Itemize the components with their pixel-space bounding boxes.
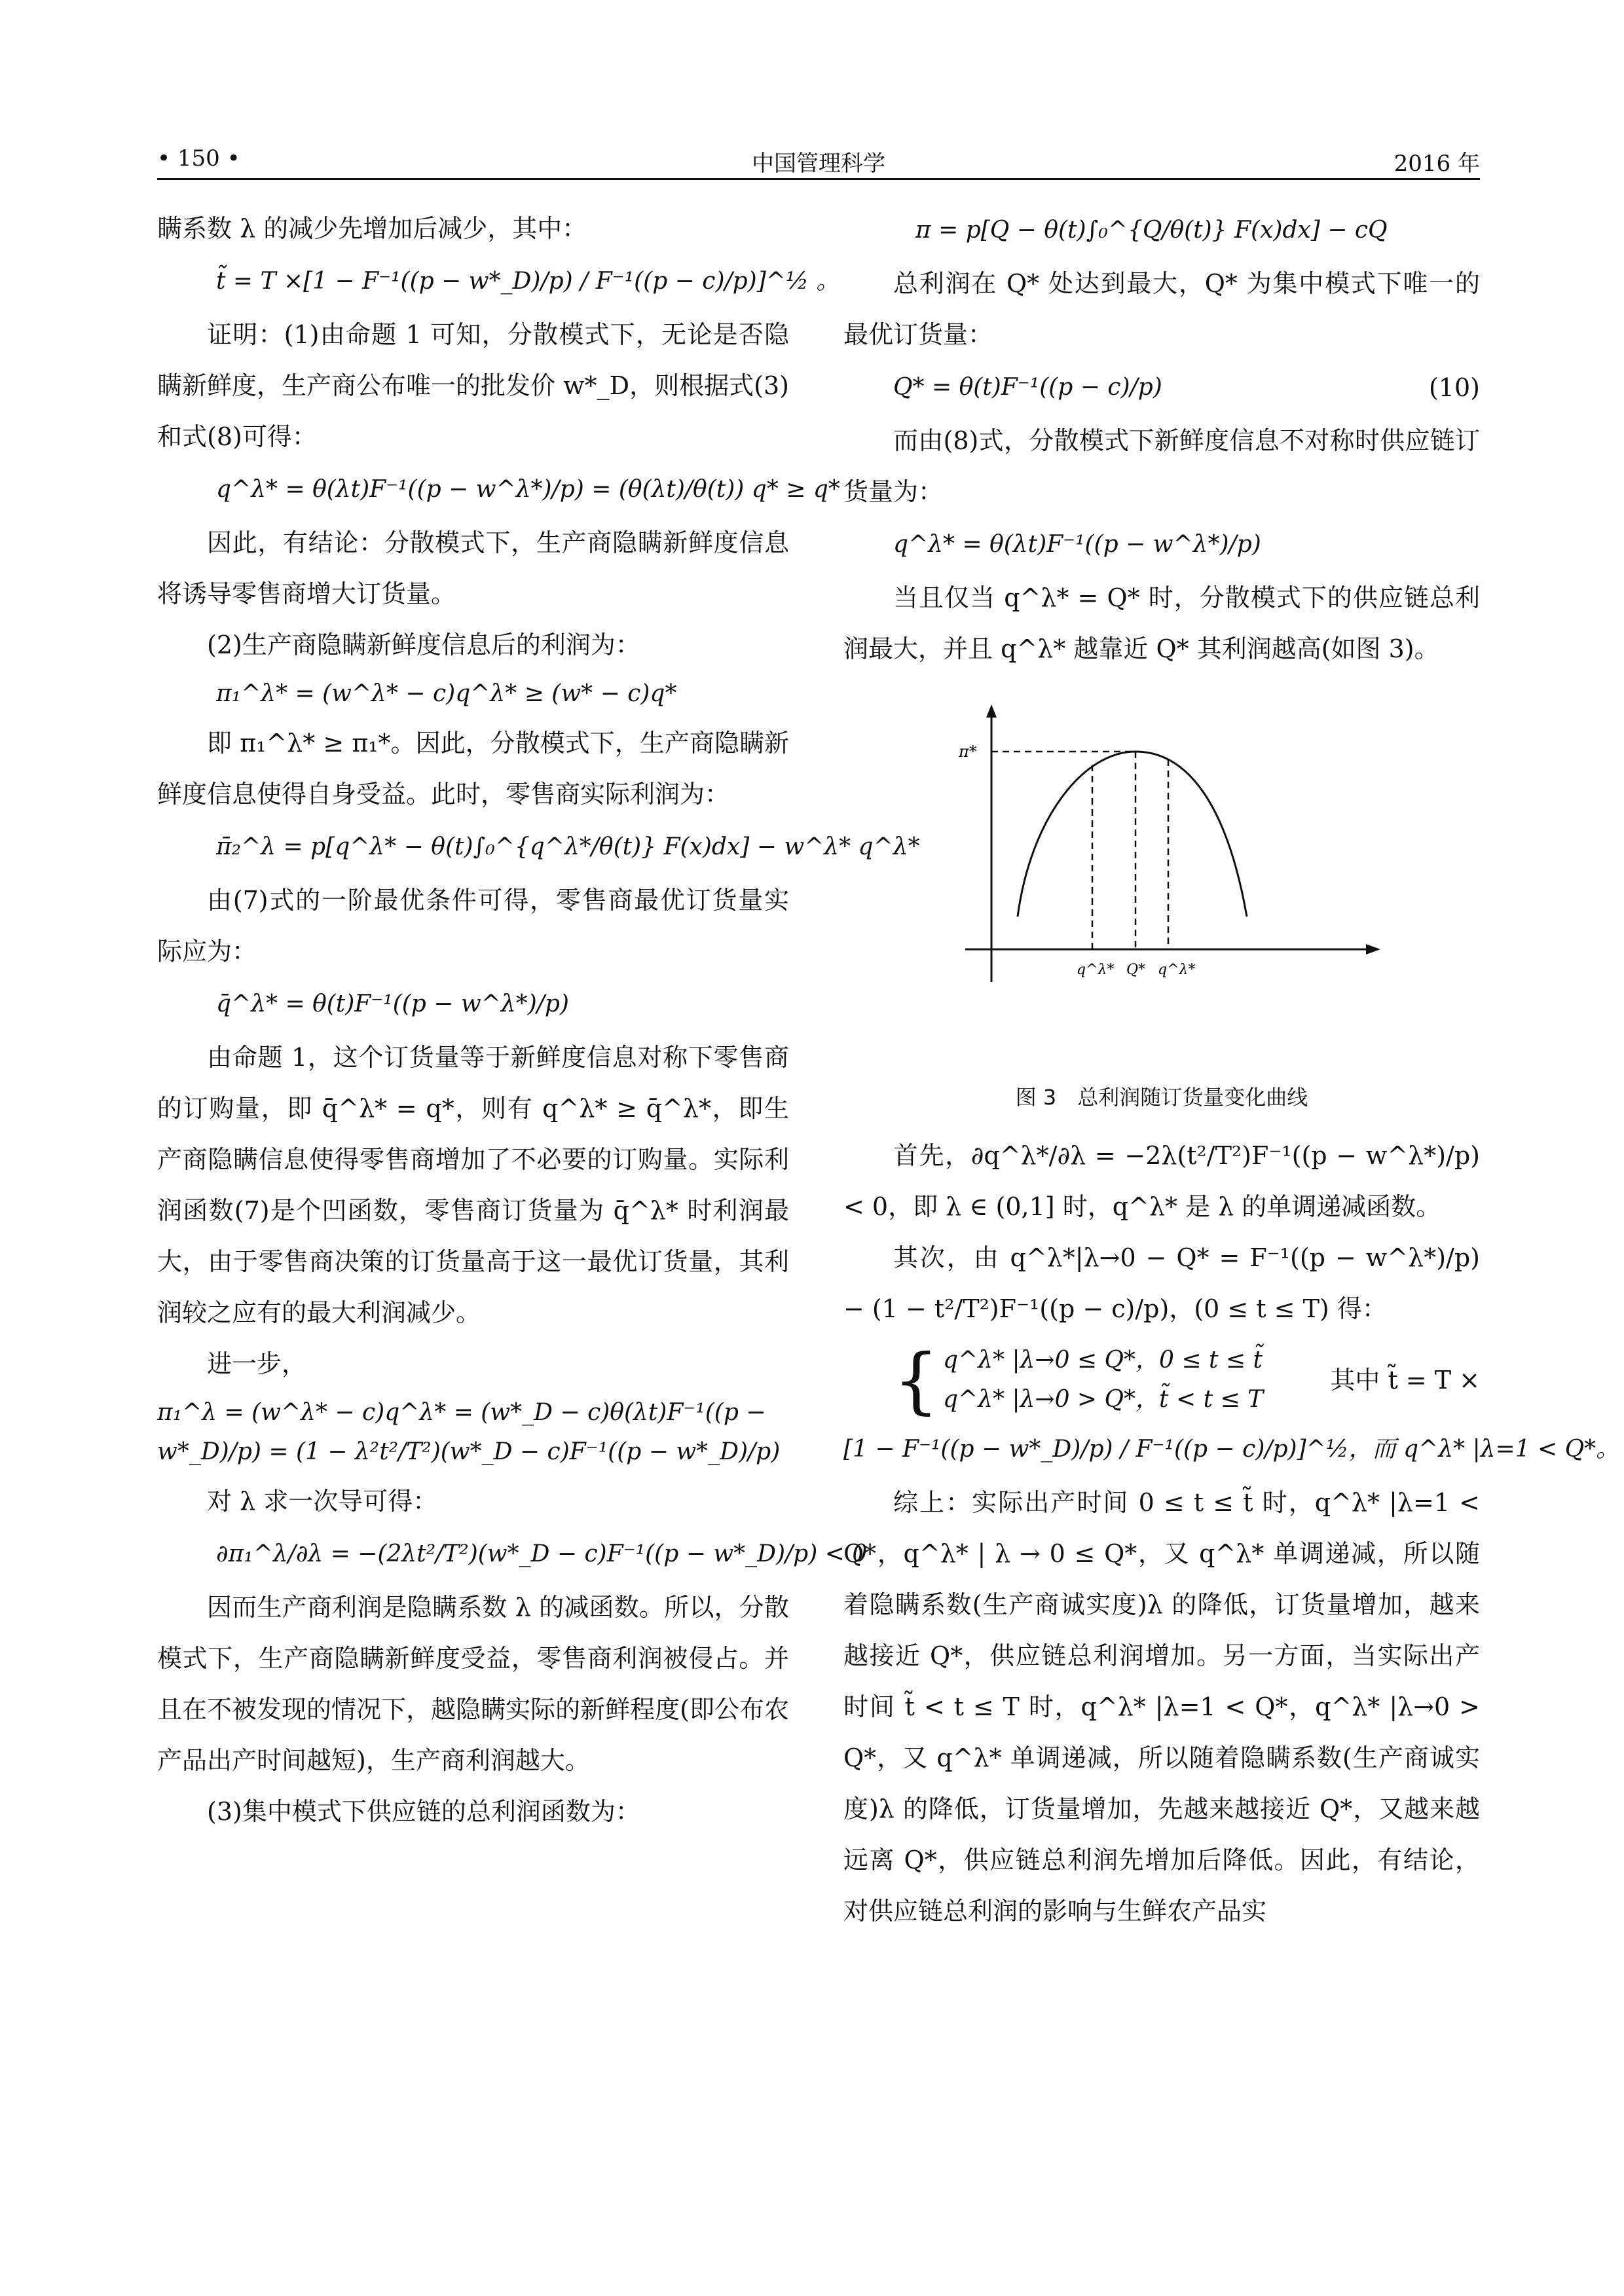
- paragraph: 首先，∂q^λ*/∂λ = −2λ(t²/T²)F⁻¹((p − w^λ*)/p) < 0，即 λ ∈ (0,1] 时，q^λ* 是 λ 的单调递减函数。: [843, 1141, 1480, 1221]
- paragraph: 而由(8)式，分散模式下新鲜度信息不对称时供应链订货量为：: [843, 426, 1480, 506]
- page-number: • 150 •: [157, 145, 240, 172]
- paragraph: 其中 t̃ = T ×: [1330, 1366, 1480, 1394]
- paragraph: 综上：实际出产时间 0 ≤ t ≤ t̃ 时，q^λ* |λ=1 < Q*，q^λ* | λ → 0 ≤ Q*，又 q^λ* 单调递减，所以随着隐瞒系数(生产商诚实度)λ 的降低，订货量增加，越来越接近 Q*，供应链总利润增加。另一方面，当实际出产时间 t̃ < t ≤ T 时，q^λ* |λ=1 < Q*，q^λ* |λ→0 > Q*，又 q^λ* 单调递减，所以随着隐瞒系数(生产商诚实度)λ 的降低，订货量增加，先越来越接近 Q*，又越来越远离 Q*，供应链总利润先增加后降低。因此，有结论，对供应链总利润的影响与生鲜农产品实: [843, 1488, 1480, 1925]
- paragraph: 其次，由 q^λ*|λ→0 − Q* = F⁻¹((p − w^λ*)/p) − (1 − t²/T²)F⁻¹((p − c)/p)，(0 ≤ t ≤ T) 得：: [843, 1243, 1480, 1323]
- paragraph: 总利润在 Q* 处达到最大，Q* 为集中模式下唯一的最优订货量：: [843, 269, 1480, 349]
- paragraph: 由命题 1，这个订货量等于新鲜度信息对称下零售商的订购量，即 q̄^λ* = q*，则有 q^λ* ≥ q̄^λ*，即生产商隐瞒信息使得零售商增加了不必要的订购量。实际利润函数(7)是个凹函数，零售商订货量为 q̄^λ* 时利润最大，由于零售商决策的订货量高于这一最优订货量，其利润较之应有的最大利润减少。: [157, 1043, 789, 1327]
- equation: q^λ* |λ→0 ≤ Q*，0 ≤ t ≤ t̃: [943, 1347, 1263, 1374]
- equation: q̄^λ* = θ(t)F⁻¹((p − w^λ*)/p): [216, 991, 569, 1017]
- brace: {: [893, 1338, 939, 1422]
- equation-row: [843, 360, 1480, 415]
- paragraph: 因而生产商利润是隐瞒系数 λ 的减函数。所以，分散模式下，生产商隐瞒新鲜度受益，零售商利润被侵占。并且在不被发现的情况下，越隐瞒实际的新鲜程度(即公布农产品出产时间越短)，生产商利润越大。: [157, 1593, 789, 1775]
- paragraph: 瞒系数 λ 的减少先增加后减少，其中：: [157, 214, 587, 243]
- paragraph: 对 λ 求一次导可得：: [207, 1487, 438, 1516]
- paragraph: 由(7)式的一阶最优条件可得，零售商最优订货量实际应为：: [157, 886, 789, 966]
- piecewise-system: [843, 1338, 1264, 1422]
- equation: [1 − F⁻¹((p − w*_D)/p) / F⁻¹((p − c)/p)]^½，而 q^λ* |λ=1 < Q*。: [843, 1436, 1620, 1463]
- paragraph: (2)生产商隐瞒新鲜度信息后的利润为：: [207, 630, 640, 659]
- page-header: [157, 145, 1480, 179]
- left-column: [157, 203, 920, 1837]
- figure-3: [843, 701, 1480, 1074]
- equation: q^λ* = θ(λt)F⁻¹((p − w^λ*)/p) = (θ(λt)/θ(t)) q* ≥ q*: [216, 476, 840, 503]
- piecewise-cases: [943, 1341, 1263, 1419]
- right-column: [843, 203, 1620, 1937]
- profit-curve: [1018, 752, 1247, 917]
- y-axis-arrow: [986, 704, 997, 718]
- equation: q^λ* |λ→0 > Q*，t̃ < t ≤ T: [943, 1386, 1264, 1413]
- equation: π₁^λ* = (w^λ* − c)q^λ* ≥ (w* − c)q*: [216, 680, 677, 707]
- equation: π̄₂^λ = p[q^λ* − θ(t)∫₀^{q^λ*/θ(t)} F(x)dx] − w^λ* q^λ*: [216, 833, 920, 860]
- equation: ∂π₁^λ/∂λ = −(2λt²/T²)(w*_D − c)F⁻¹((p − w*_D)/p) < 0: [216, 1540, 868, 1567]
- paragraph: 证明：(1)由命题 1 可知，分散模式下，无论是否隐瞒新鲜度，生产商公布唯一的批发价 w*_D，则根据式(3)和式(8)可得：: [157, 320, 789, 451]
- x-axis-arrow: [1366, 944, 1380, 955]
- figure-caption: 图 3 总利润随订货量变化曲线: [1015, 1085, 1308, 1110]
- journal-title: 中国管理科学: [752, 151, 885, 177]
- profit-curve-figure: [939, 701, 1384, 1002]
- equation-number: (10): [1428, 373, 1480, 402]
- equation: π = p[Q − θ(t)∫₀^{Q/θ(t)} F(x)dx] − cQ: [915, 217, 1388, 244]
- equation: q^λ* = θ(λt)F⁻¹((p − w^λ*)/p): [893, 531, 1261, 558]
- paragraph: (3)集中模式下供应链的总利润函数为：: [207, 1797, 640, 1826]
- journal-year: 2016 年: [1393, 151, 1480, 177]
- header-rule: [157, 178, 1480, 180]
- paragraph: 进一步，: [207, 1349, 307, 1378]
- paragraph: 因此，有结论：分散模式下，生产商隐瞒新鲜度信息将诱导零售商增大订货量。: [157, 528, 789, 608]
- paragraph: 即 π₁^λ* ≥ π₁*。因此，分散模式下，生产商隐瞒新鲜度信息使得自身受益。此时，零售商实际利润为：: [157, 729, 789, 809]
- x-tick-label: Q*: [1126, 962, 1146, 978]
- paragraph: 当且仅当 q^λ* = Q* 时，分散模式下的供应链总利润最大，并且 q^λ* 越靠近 Q* 其利润越高(如图 3)。: [843, 583, 1480, 663]
- equation-row: [843, 1338, 1480, 1422]
- x-tick-label: q^λ*: [1077, 962, 1115, 978]
- y-tick-label: π*: [959, 742, 977, 761]
- equation: Q* = θ(t)F⁻¹((p − c)/p): [893, 374, 1162, 401]
- equation: π₁^λ = (w^λ* − c)q^λ* = (w*_D − c)θ(λt)F⁻¹((p − w*_D)/p) = (1 − λ²t²/T²)(w*_D − c)F⁻¹((p − w*_D)/p): [157, 1399, 781, 1465]
- x-tick-label: q^λ*: [1158, 962, 1196, 978]
- equation: t̃ = T ×[1 − F⁻¹((p − w*_D)/p) / F⁻¹((p − c)/p)]^½ 。: [216, 268, 840, 295]
